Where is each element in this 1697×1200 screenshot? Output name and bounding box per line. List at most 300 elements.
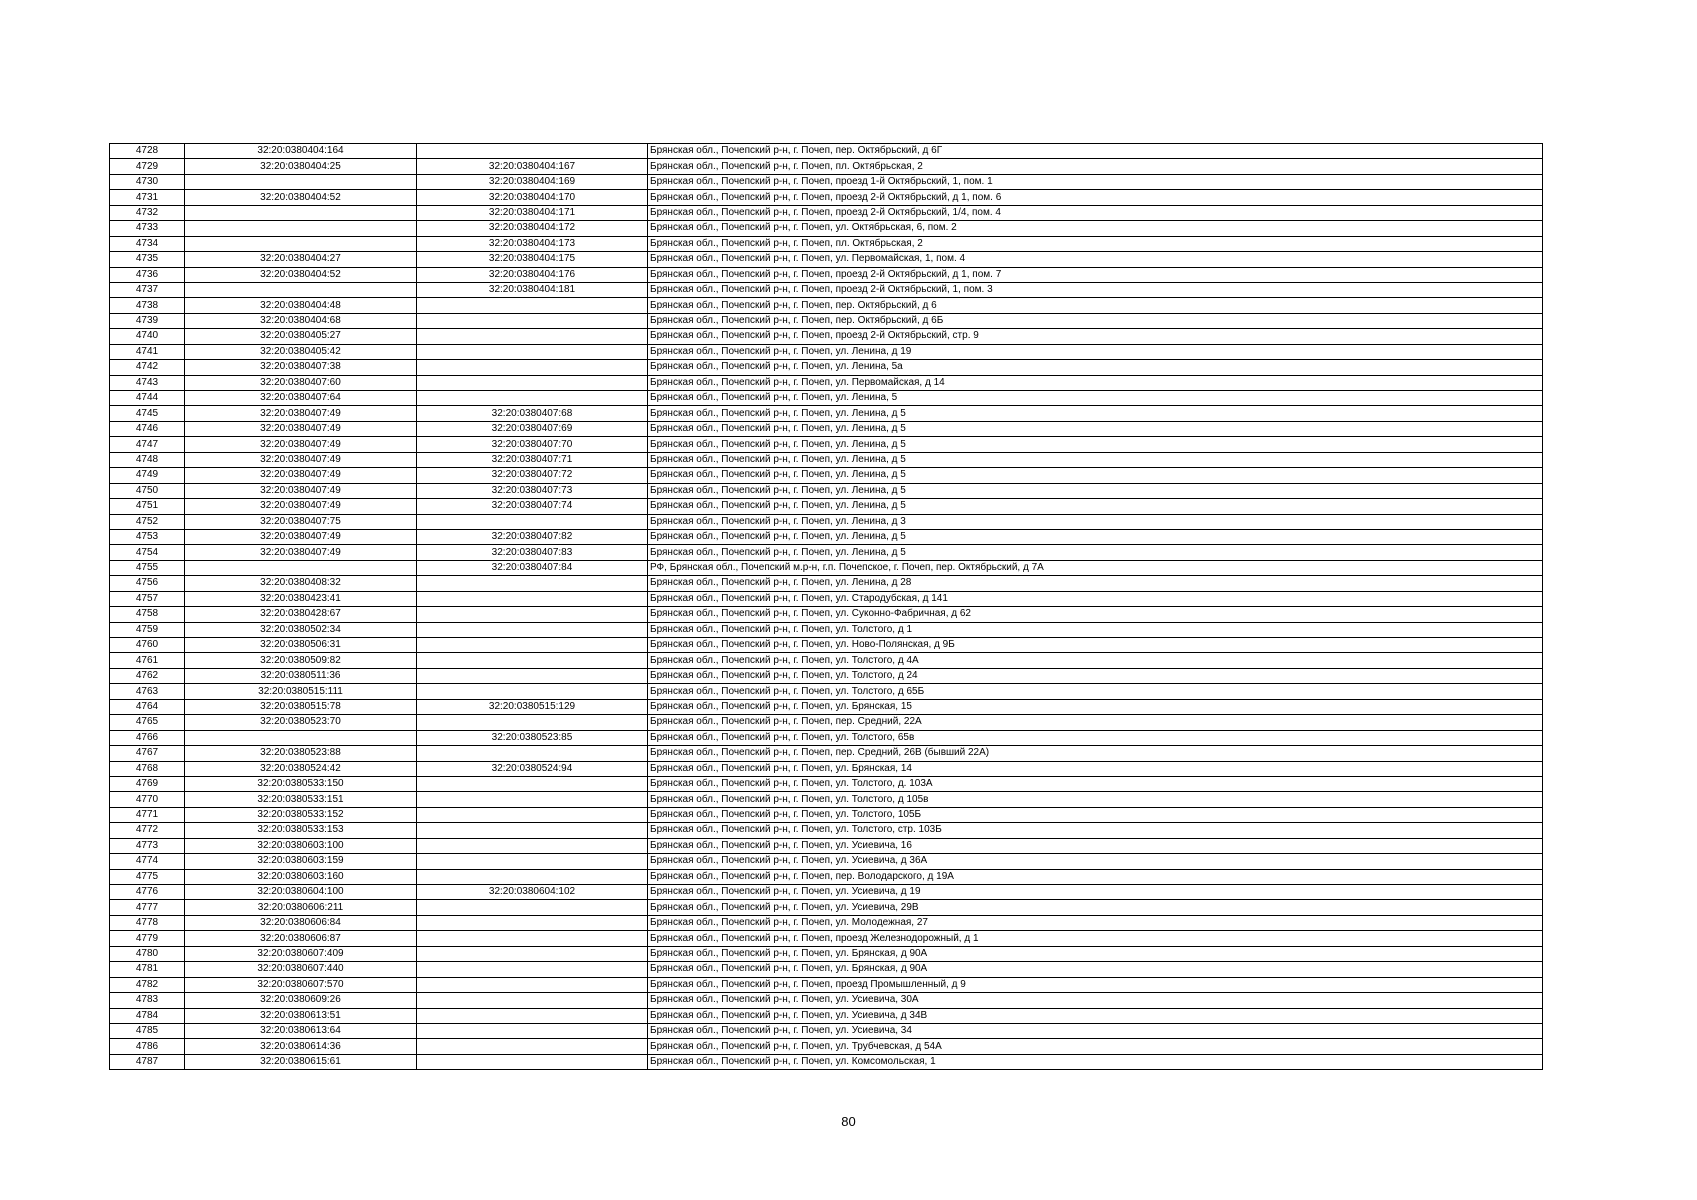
address-cell: РФ, Брянская обл., Почепский м.р-н, г.п. Почепское, г. Почеп, пер. Октябрьский, д 7А [648,560,1543,575]
table-row [110,205,1543,220]
object-cadastral-cell [417,915,648,930]
table-row [110,282,1543,297]
table-row [110,452,1543,467]
object-cadastral-cell [417,1008,648,1023]
table-row [110,437,1543,452]
land-plot-cadastral-cell: 32:20:0380603:159 [185,854,417,869]
row-number-cell: 4754 [110,545,185,560]
table-row [110,591,1543,606]
object-cadastral-cell [417,329,648,344]
address-cell: Брянская обл., Почепский р-н, г. Почеп, ул. Усиевича, д 34В [648,1008,1543,1023]
object-cadastral-cell: 32:20:0380524:94 [417,761,648,776]
row-number-cell: 4750 [110,483,185,498]
object-cadastral-cell: 32:20:0380407:74 [417,499,648,514]
row-number-cell: 4752 [110,514,185,529]
address-cell: Брянская обл., Почепский р-н, г. Почеп, ул. Усиевича, д 19 [648,885,1543,900]
object-cadastral-cell [417,823,648,838]
row-number-cell: 4774 [110,854,185,869]
row-number-cell: 4786 [110,1039,185,1054]
object-cadastral-cell: 32:20:0380404:170 [417,190,648,205]
table-row [110,545,1543,560]
object-cadastral-cell: 32:20:0380404:176 [417,267,648,282]
object-cadastral-cell: 32:20:0380407:84 [417,560,648,575]
land-plot-cadastral-cell: 32:20:0380407:49 [185,529,417,544]
row-number-cell: 4780 [110,946,185,961]
land-plot-cadastral-cell: 32:20:0380408:32 [185,576,417,591]
table-row [110,329,1543,344]
row-number-cell: 4759 [110,622,185,637]
row-number-cell: 4785 [110,1023,185,1038]
land-plot-cadastral-cell: 32:20:0380407:49 [185,421,417,436]
object-cadastral-cell: 32:20:0380515:129 [417,699,648,714]
object-cadastral-cell [417,375,648,390]
address-cell: Брянская обл., Почепский р-н, г. Почеп, ул. Ленина, д 5 [648,452,1543,467]
land-plot-cadastral-cell: 32:20:0380511:36 [185,668,417,683]
table-row [110,560,1543,575]
object-cadastral-cell: 32:20:0380407:70 [417,437,648,452]
row-number-cell: 4760 [110,638,185,653]
land-plot-cadastral-cell: 32:20:0380404:52 [185,267,417,282]
table-row [110,159,1543,174]
table-row [110,761,1543,776]
land-plot-cadastral-cell: 32:20:0380407:38 [185,360,417,375]
row-number-cell: 4783 [110,993,185,1008]
row-number-cell: 4755 [110,560,185,575]
object-cadastral-cell [417,715,648,730]
land-register-table [109,143,1543,1070]
land-plot-cadastral-cell: 32:20:0380509:82 [185,653,417,668]
table-row [110,344,1543,359]
address-cell: Брянская обл., Почепский р-н, г. Почеп, ул. Толстого, д 1 [648,622,1543,637]
table-row [110,792,1543,807]
address-cell: Брянская обл., Почепский р-н, г. Почеп, ул. Усиевича, 29В [648,900,1543,915]
land-plot-cadastral-cell: 32:20:0380404:48 [185,298,417,313]
address-cell: Брянская обл., Почепский р-н, г. Почеп, ул. Брянская, д 90А [648,946,1543,961]
table-row [110,946,1543,961]
object-cadastral-cell: 32:20:0380404:167 [417,159,648,174]
row-number-cell: 4741 [110,344,185,359]
land-plot-cadastral-cell: 32:20:0380604:100 [185,885,417,900]
table-row [110,375,1543,390]
land-plot-cadastral-cell: 32:20:0380405:42 [185,344,417,359]
address-cell: Брянская обл., Почепский р-н, г. Почеп, ул. Ленина, 5а [648,360,1543,375]
object-cadastral-cell: 32:20:0380404:173 [417,236,648,251]
land-plot-cadastral-cell: 32:20:0380404:27 [185,252,417,267]
land-plot-cadastral-cell: 32:20:0380533:152 [185,807,417,822]
table-row [110,1008,1543,1023]
land-plot-cadastral-cell: 32:20:0380607:409 [185,946,417,961]
object-cadastral-cell [417,977,648,992]
object-cadastral-cell [417,869,648,884]
object-cadastral-cell [417,807,648,822]
object-cadastral-cell: 32:20:0380404:181 [417,282,648,297]
page-number: 80 [841,1114,856,1129]
row-number-cell: 4749 [110,468,185,483]
land-plot-cadastral-cell: 32:20:0380603:100 [185,838,417,853]
table-row [110,1023,1543,1038]
object-cadastral-cell: 32:20:0380404:171 [417,205,648,220]
land-plot-cadastral-cell: 32:20:0380407:49 [185,437,417,452]
address-cell: Брянская обл., Почепский р-н, г. Почеп, ул. Брянская, 14 [648,761,1543,776]
row-number-cell: 4736 [110,267,185,282]
address-cell: Брянская обл., Почепский р-н, г. Почеп, ул. Октябрьская, 6, пом. 2 [648,221,1543,236]
row-number-cell: 4775 [110,869,185,884]
object-cadastral-cell: 32:20:0380604:102 [417,885,648,900]
address-cell: Брянская обл., Почепский р-н, г. Почеп, ул. Ленина, д 5 [648,499,1543,514]
land-plot-cadastral-cell: 32:20:0380407:60 [185,375,417,390]
land-plot-cadastral-cell: 32:20:0380607:440 [185,962,417,977]
object-cadastral-cell [417,344,648,359]
row-number-cell: 4757 [110,591,185,606]
row-number-cell: 4735 [110,252,185,267]
row-number-cell: 4771 [110,807,185,822]
table-row [110,174,1543,189]
row-number-cell: 4781 [110,962,185,977]
table-row [110,483,1543,498]
land-plot-cadastral-cell: 32:20:0380523:70 [185,715,417,730]
address-cell: Брянская обл., Почепский р-н, г. Почеп, ул. Толстого, д. 103А [648,776,1543,791]
land-plot-cadastral-cell: 32:20:0380606:87 [185,931,417,946]
object-cadastral-cell [417,576,648,591]
table-row [110,360,1543,375]
table-row [110,915,1543,930]
table-row [110,977,1543,992]
address-cell: Брянская обл., Почепский р-н, г. Почеп, проезд 1-й Октябрьский, 1, пом. 1 [648,174,1543,189]
land-plot-cadastral-cell: 32:20:0380607:570 [185,977,417,992]
table-row [110,962,1543,977]
object-cadastral-cell [417,360,648,375]
table-row [110,823,1543,838]
row-number-cell: 4756 [110,576,185,591]
row-number-cell: 4776 [110,885,185,900]
table-row [110,190,1543,205]
row-number-cell: 4772 [110,823,185,838]
land-plot-cadastral-cell: 32:20:0380407:49 [185,406,417,421]
land-plot-cadastral-cell: 32:20:0380614:36 [185,1039,417,1054]
row-number-cell: 4763 [110,684,185,699]
address-cell: Брянская обл., Почепский р-н, г. Почеп, ул. Молодежная, 27 [648,915,1543,930]
table-row [110,885,1543,900]
row-number-cell: 4768 [110,761,185,776]
row-number-cell: 4730 [110,174,185,189]
table-row [110,267,1543,282]
address-cell: Брянская обл., Почепский р-н, г. Почеп, пер. Володарского, д 19А [648,869,1543,884]
object-cadastral-cell [417,776,648,791]
table-row [110,993,1543,1008]
object-cadastral-cell: 32:20:0380407:69 [417,421,648,436]
land-plot-cadastral-cell: 32:20:0380404:68 [185,313,417,328]
address-cell: Брянская обл., Почепский р-н, г. Почеп, ул. Комсомольская, 1 [648,1054,1543,1069]
object-cadastral-cell [417,792,648,807]
row-number-cell: 4779 [110,931,185,946]
object-cadastral-cell [417,1023,648,1038]
address-cell: Брянская обл., Почепский р-н, г. Почеп, ул. Ленина, д 5 [648,529,1543,544]
object-cadastral-cell: 32:20:0380407:73 [417,483,648,498]
address-cell: Брянская обл., Почепский р-н, г. Почеп, ул. Толстого, д 4А [648,653,1543,668]
table-row [110,684,1543,699]
table-row [110,499,1543,514]
row-number-cell: 4744 [110,391,185,406]
table-row [110,221,1543,236]
address-cell: Брянская обл., Почепский р-н, г. Почеп, ул. Трубчевская, д 54А [648,1039,1543,1054]
row-number-cell: 4738 [110,298,185,313]
table-row [110,252,1543,267]
table-row [110,854,1543,869]
address-cell: Брянская обл., Почепский р-н, г. Почеп, ул. Брянская, д 90А [648,962,1543,977]
address-cell: Брянская обл., Почепский р-н, г. Почеп, ул. Усиевича, 30А [648,993,1543,1008]
land-plot-cadastral-cell [185,282,417,297]
row-number-cell: 4739 [110,313,185,328]
address-cell: Брянская обл., Почепский р-н, г. Почеп, ул. Толстого, д 105в [648,792,1543,807]
row-number-cell: 4765 [110,715,185,730]
row-number-cell: 4733 [110,221,185,236]
row-number-cell: 4729 [110,159,185,174]
table-row [110,313,1543,328]
row-number-cell: 4745 [110,406,185,421]
address-cell: Брянская обл., Почепский р-н, г. Почеп, проезд Промышленный, д 9 [648,977,1543,992]
land-plot-cadastral-cell [185,560,417,575]
land-plot-cadastral-cell: 32:20:0380404:25 [185,159,417,174]
land-plot-cadastral-cell: 32:20:0380407:75 [185,514,417,529]
land-plot-cadastral-cell: 32:20:0380524:42 [185,761,417,776]
land-plot-cadastral-cell: 32:20:0380404:164 [185,144,417,159]
object-cadastral-cell [417,993,648,1008]
address-cell: Брянская обл., Почепский р-н, г. Почеп, ул. Первомайская, д 14 [648,375,1543,390]
table-row [110,298,1543,313]
row-number-cell: 4751 [110,499,185,514]
land-plot-cadastral-cell [185,730,417,745]
object-cadastral-cell [417,391,648,406]
land-plot-cadastral-cell: 32:20:0380515:111 [185,684,417,699]
object-cadastral-cell: 32:20:0380407:68 [417,406,648,421]
land-plot-cadastral-cell: 32:20:0380613:51 [185,1008,417,1023]
object-cadastral-cell [417,668,648,683]
table-row [110,746,1543,761]
row-number-cell: 4761 [110,653,185,668]
land-plot-cadastral-cell: 32:20:0380533:153 [185,823,417,838]
land-plot-cadastral-cell: 32:20:0380407:49 [185,452,417,467]
table-row [110,869,1543,884]
table-row [110,144,1543,159]
object-cadastral-cell [417,298,648,313]
land-plot-cadastral-cell: 32:20:0380533:151 [185,792,417,807]
address-cell: Брянская обл., Почепский р-н, г. Почеп, проезд 2-й Октябрьский, д 1, пом. 6 [648,190,1543,205]
object-cadastral-cell [417,591,648,606]
address-cell: Брянская обл., Почепский р-н, г. Почеп, ул. Толстого, 105Б [648,807,1543,822]
land-plot-cadastral-cell: 32:20:0380407:64 [185,391,417,406]
land-plot-cadastral-cell: 32:20:0380606:211 [185,900,417,915]
address-cell: Брянская обл., Почепский р-н, г. Почеп, ул. Усиевича, д 36А [648,854,1543,869]
row-number-cell: 4784 [110,1008,185,1023]
land-plot-cadastral-cell: 32:20:0380407:49 [185,483,417,498]
land-plot-cadastral-cell: 32:20:0380407:49 [185,499,417,514]
object-cadastral-cell: 32:20:0380523:85 [417,730,648,745]
object-cadastral-cell [417,1054,648,1069]
object-cadastral-cell: 32:20:0380407:72 [417,468,648,483]
address-cell: Брянская обл., Почепский р-н, г. Почеп, ул. Суконно-Фабричная, д 62 [648,607,1543,622]
object-cadastral-cell [417,313,648,328]
address-cell: Брянская обл., Почепский р-н, г. Почеп, пер. Средний, 26В (бывший 22А) [648,746,1543,761]
land-plot-cadastral-cell: 32:20:0380407:49 [185,545,417,560]
table-row [110,514,1543,529]
object-cadastral-cell: 32:20:0380407:83 [417,545,648,560]
row-number-cell: 4731 [110,190,185,205]
object-cadastral-cell [417,900,648,915]
land-plot-cadastral-cell: 32:20:0380502:34 [185,622,417,637]
object-cadastral-cell [417,653,648,668]
row-number-cell: 4740 [110,329,185,344]
object-cadastral-cell: 32:20:0380407:82 [417,529,648,544]
land-plot-cadastral-cell: 32:20:0380405:27 [185,329,417,344]
row-number-cell: 4787 [110,1054,185,1069]
object-cadastral-cell [417,931,648,946]
table-row [110,699,1543,714]
register-table-body [110,144,1543,1070]
row-number-cell: 4742 [110,360,185,375]
row-number-cell: 4737 [110,282,185,297]
table-row [110,638,1543,653]
address-cell: Брянская обл., Почепский р-н, г. Почеп, ул. Ленина, д 5 [648,483,1543,498]
address-cell: Брянская обл., Почепский р-н, г. Почеп, ул. Первомайская, 1, пом. 4 [648,252,1543,267]
object-cadastral-cell [417,838,648,853]
address-cell: Брянская обл., Почепский р-н, г. Почеп, пл. Октябрьская, 2 [648,159,1543,174]
row-number-cell: 4767 [110,746,185,761]
land-plot-cadastral-cell: 32:20:0380407:49 [185,468,417,483]
address-cell: Брянская обл., Почепский р-н, г. Почеп, проезд Железнодорожный, д 1 [648,931,1543,946]
address-cell: Брянская обл., Почепский р-н, г. Почеп, ул. Ленина, д 28 [648,576,1543,591]
row-number-cell: 4753 [110,529,185,544]
table-row [110,468,1543,483]
row-number-cell: 4782 [110,977,185,992]
table-row [110,653,1543,668]
table-row [110,900,1543,915]
table-row [110,391,1543,406]
land-plot-cadastral-cell: 32:20:0380615:61 [185,1054,417,1069]
table-row [110,406,1543,421]
address-cell: Брянская обл., Почепский р-н, г. Почеп, проезд 2-й Октябрьский, д 1, пом. 7 [648,267,1543,282]
table-row [110,807,1543,822]
address-cell: Брянская обл., Почепский р-н, г. Почеп, ул. Стародубская, д 141 [648,591,1543,606]
object-cadastral-cell [417,962,648,977]
table-row [110,730,1543,745]
address-cell: Брянская обл., Почепский р-н, г. Почеп, пер. Октябрьский, д 6 [648,298,1543,313]
land-plot-cadastral-cell: 32:20:0380404:52 [185,190,417,205]
object-cadastral-cell [417,1039,648,1054]
table-row [110,607,1543,622]
address-cell: Брянская обл., Почепский р-н, г. Почеп, ул. Брянская, 15 [648,699,1543,714]
land-plot-cadastral-cell: 32:20:0380423:41 [185,591,417,606]
row-number-cell: 4769 [110,776,185,791]
table-row [110,236,1543,251]
table-row [110,576,1543,591]
row-number-cell: 4734 [110,236,185,251]
row-number-cell: 4773 [110,838,185,853]
object-cadastral-cell: 32:20:0380404:175 [417,252,648,267]
address-cell: Брянская обл., Почепский р-н, г. Почеп, ул. Толстого, 65в [648,730,1543,745]
address-cell: Брянская обл., Почепский р-н, г. Почеп, ул. Усиевича, 16 [648,838,1543,853]
row-number-cell: 4732 [110,205,185,220]
land-plot-cadastral-cell [185,205,417,220]
address-cell: Брянская обл., Почепский р-н, г. Почеп, ул. Ленина, д 19 [648,344,1543,359]
address-cell: Брянская обл., Почепский р-н, г. Почеп, проезд 2-й Октябрьский, 1, пом. 3 [648,282,1543,297]
land-plot-cadastral-cell: 32:20:0380603:160 [185,869,417,884]
table-row [110,622,1543,637]
object-cadastral-cell: 32:20:0380404:172 [417,221,648,236]
row-number-cell: 4748 [110,452,185,467]
table-row [110,776,1543,791]
address-cell: Брянская обл., Почепский р-н, г. Почеп, ул. Ленина, 5 [648,391,1543,406]
object-cadastral-cell [417,746,648,761]
object-cadastral-cell [417,946,648,961]
address-cell: Брянская обл., Почепский р-н, г. Почеп, ул. Толстого, д 24 [648,668,1543,683]
address-cell: Брянская обл., Почепский р-н, г. Почеп, ул. Толстого, д 65Б [648,684,1543,699]
land-plot-cadastral-cell: 32:20:0380506:31 [185,638,417,653]
object-cadastral-cell [417,607,648,622]
land-plot-cadastral-cell [185,174,417,189]
land-plot-cadastral-cell: 32:20:0380428:67 [185,607,417,622]
address-cell: Брянская обл., Почепский р-н, г. Почеп, проезд 2-й Октябрьский, стр. 9 [648,329,1543,344]
address-cell: Брянская обл., Почепский р-н, г. Почеп, пл. Октябрьская, 2 [648,236,1543,251]
row-number-cell: 4746 [110,421,185,436]
table-row [110,715,1543,730]
address-cell: Брянская обл., Почепский р-н, г. Почеп, ул. Ленина, д 5 [648,406,1543,421]
land-plot-cadastral-cell: 32:20:0380533:150 [185,776,417,791]
row-number-cell: 4766 [110,730,185,745]
address-cell: Брянская обл., Почепский р-н, г. Почеп, ул. Ленина, д 5 [648,437,1543,452]
row-number-cell: 4747 [110,437,185,452]
row-number-cell: 4762 [110,668,185,683]
address-cell: Брянская обл., Почепский р-н, г. Почеп, ул. Ленина, д 5 [648,545,1543,560]
row-number-cell: 4770 [110,792,185,807]
object-cadastral-cell [417,622,648,637]
object-cadastral-cell: 32:20:0380404:169 [417,174,648,189]
address-cell: Брянская обл., Почепский р-н, г. Почеп, ул. Усиевича, 34 [648,1023,1543,1038]
land-plot-cadastral-cell [185,236,417,251]
object-cadastral-cell [417,684,648,699]
object-cadastral-cell: 32:20:0380407:71 [417,452,648,467]
table-row [110,1054,1543,1069]
object-cadastral-cell [417,638,648,653]
address-cell: Брянская обл., Почепский р-н, г. Почеп, ул. Ленина, д 5 [648,468,1543,483]
address-cell: Брянская обл., Почепский р-н, г. Почеп, пер. Октябрьский, д 6Г [648,144,1543,159]
address-cell: Брянская обл., Почепский р-н, г. Почеп, ул. Ленина, д 3 [648,514,1543,529]
row-number-cell: 4743 [110,375,185,390]
row-number-cell: 4758 [110,607,185,622]
address-cell: Брянская обл., Почепский р-н, г. Почеп, проезд 2-й Октябрьский, 1/4, пом. 4 [648,205,1543,220]
table-row [110,838,1543,853]
row-number-cell: 4764 [110,699,185,714]
row-number-cell: 4778 [110,915,185,930]
table-row [110,1039,1543,1054]
object-cadastral-cell [417,144,648,159]
table-row [110,529,1543,544]
land-plot-cadastral-cell: 32:20:0380613:64 [185,1023,417,1038]
land-plot-cadastral-cell: 32:20:0380523:88 [185,746,417,761]
address-cell: Брянская обл., Почепский р-н, г. Почеп, ул. Ново-Полянская, д 9Б [648,638,1543,653]
object-cadastral-cell [417,514,648,529]
address-cell: Брянская обл., Почепский р-н, г. Почеп, пер. Средний, 22А [648,715,1543,730]
land-plot-cadastral-cell: 32:20:0380515:78 [185,699,417,714]
land-plot-cadastral-cell [185,221,417,236]
land-plot-cadastral-cell: 32:20:0380606:84 [185,915,417,930]
address-cell: Брянская обл., Почепский р-н, г. Почеп, ул. Ленина, д 5 [648,421,1543,436]
table-row [110,668,1543,683]
row-number-cell: 4777 [110,900,185,915]
table-row [110,421,1543,436]
row-number-cell: 4728 [110,144,185,159]
address-cell: Брянская обл., Почепский р-н, г. Почеп, пер. Октябрьский, д 6Б [648,313,1543,328]
address-cell: Брянская обл., Почепский р-н, г. Почеп, ул. Толстого, стр. 103Б [648,823,1543,838]
